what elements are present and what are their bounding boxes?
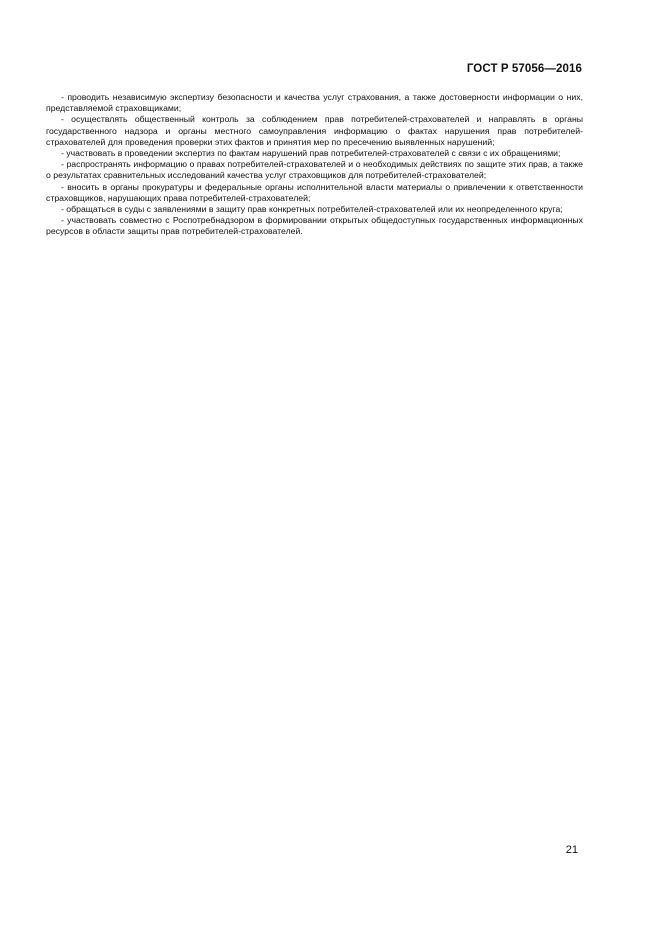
list-item: - обращаться в суды с заявлениями в защиту прав конкретных потребителей-страхователей или их неопределенного круга; bbox=[61, 204, 563, 215]
list-item: - распространять информацию о правах потребителей-страхователей и о необходимых действиях по защите этих прав, а также о результатах сравнительных исследований качества услуг страховщиков для потребителей-страхователей; bbox=[46, 159, 583, 181]
list-item: - участвовать в проведении экспертиз по фактам нарушений прав потребителей-страхователей с связи с их обращениями; bbox=[61, 148, 561, 159]
body-text bbox=[46, 92, 583, 238]
list-item: - проводить независимую экспертизу безопасности и качества услуг страхования, а также достоверности информации о них, представляемой страховщиками; bbox=[46, 92, 583, 114]
list-item: - участвовать совместно с Роспотребнадзором в формировании открытых общедоступных государственных информационных ресурсов в области защиты прав потребителей-страхователей. bbox=[46, 215, 583, 237]
standard-code: ГОСТ Р 57056—2016 bbox=[466, 63, 582, 75]
page-number: 21 bbox=[565, 844, 578, 856]
list-item: - вносить в органы прокуратуры и федеральные органы исполнительной власти материалы о привлечении к ответственности страховщиков, нарушающих права потребителей-страхователей; bbox=[46, 181, 583, 203]
list-item: - осуществлять общественный контроль за соблюдением прав потребителей-страхователей и направлять в органы государственного надзора и органы местного самоуправления информацию о фактах нарушения прав потребителей-страхователей для проведения проверки этих фактов и принятия мер по пресечению выявленных нарушений; bbox=[46, 114, 583, 147]
